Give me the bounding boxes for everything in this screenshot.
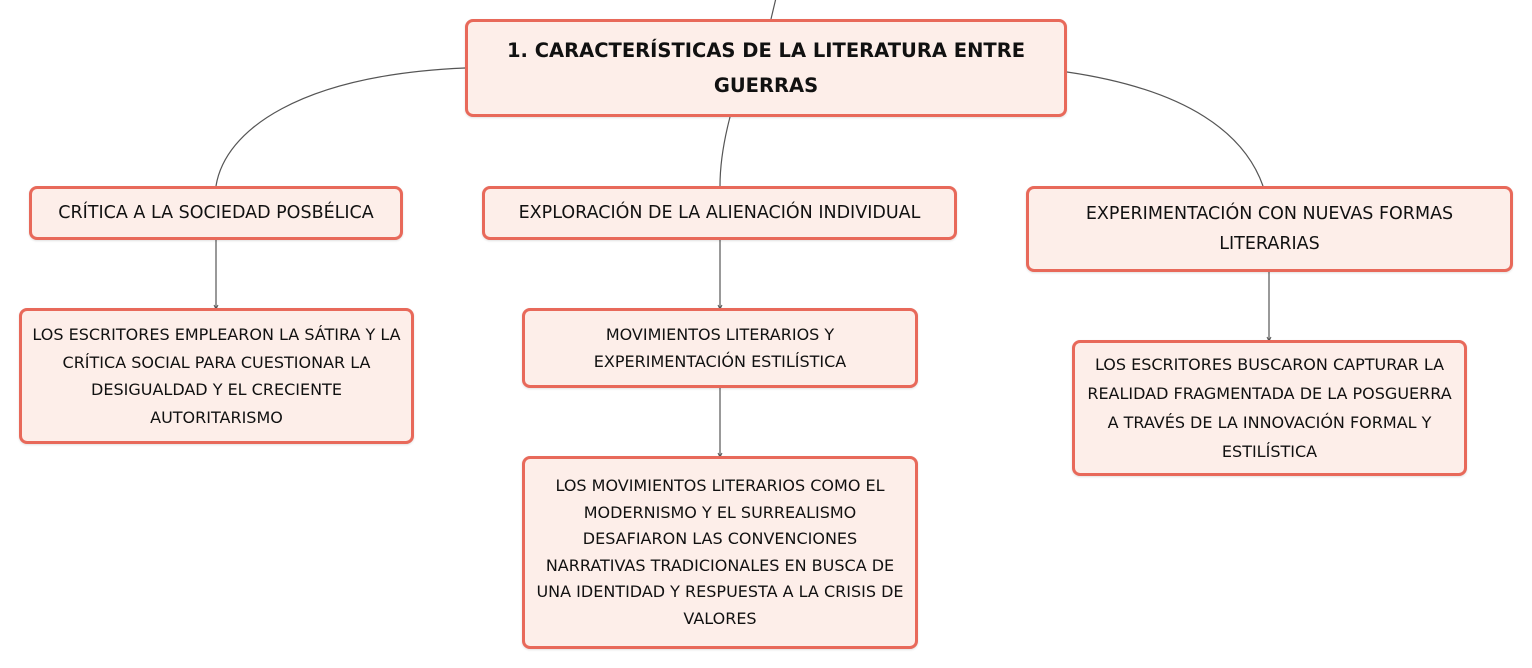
subtopic-node-movimientos[interactable]: [522, 308, 918, 388]
central-topic-node[interactable]: [465, 19, 1067, 117]
subtopic-label: LOS ESCRITORES BUSCARON CAPTURAR LA REALIDAD FRAGMENTADA DE LA POSGUERRA A TRAVÉS DE LA INNOVACIÓN FORMAL Y ESTILÍSTICA: [1087, 355, 1452, 461]
connector-root-to-topic-3: [1067, 72, 1263, 186]
subtopic-node-modernismo-surrealismo[interactable]: [522, 456, 918, 649]
connector-to-parent: [771, 0, 776, 19]
topic-label: CRÍTICA A LA SOCIEDAD POSBÉLICA: [58, 203, 374, 223]
connector-root-to-topic-2: [720, 117, 730, 186]
central-topic-label: [507, 33, 1025, 103]
topic-node-exploracion-alienacion[interactable]: [482, 186, 957, 240]
connector-root-to-topic-1: [216, 68, 465, 186]
subtopic-node-satira[interactable]: [19, 308, 414, 444]
topic-label: EXPERIMENTACIÓN CON NUEVAS FORMAS LITERARIAS: [1085, 204, 1454, 254]
central-topic-line-1: 1. CARACTERÍSTICAS DE LA LITERATURA ENTRE: [506, 39, 1026, 62]
subtopic-label: MOVIMIENTOS LITERARIOS Y EXPERIMENTACIÓN ESTILÍSTICA: [593, 325, 847, 371]
topic-label: EXPLORACIÓN DE LA ALIENACIÓN INDIVIDUAL: [518, 203, 921, 223]
subtopic-node-realidad-fragmentada[interactable]: [1072, 340, 1467, 476]
subtopic-label: LOS ESCRITORES EMPLEARON LA SÁTIRA Y LA CRÍTICA SOCIAL PARA CUESTIONAR LA DESIGUALDAD Y EL CRECIENTE AUTORITARISMO: [32, 325, 401, 427]
topic-node-experimentacion-formas[interactable]: [1026, 186, 1513, 272]
topic-node-critica-sociedad[interactable]: [29, 186, 403, 240]
subtopic-label: LOS MOVIMIENTOS LITERARIOS COMO EL MODERNISMO Y EL SURREALISMO DESAFIARON LAS CONVENCIONES NARRATIVAS TRADICIONALES EN BUSCA DE UNA IDENTIDAD Y RESPUESTA A LA CRISIS DE VALORES: [536, 476, 904, 628]
central-topic-line-2: GUERRAS: [713, 74, 819, 97]
